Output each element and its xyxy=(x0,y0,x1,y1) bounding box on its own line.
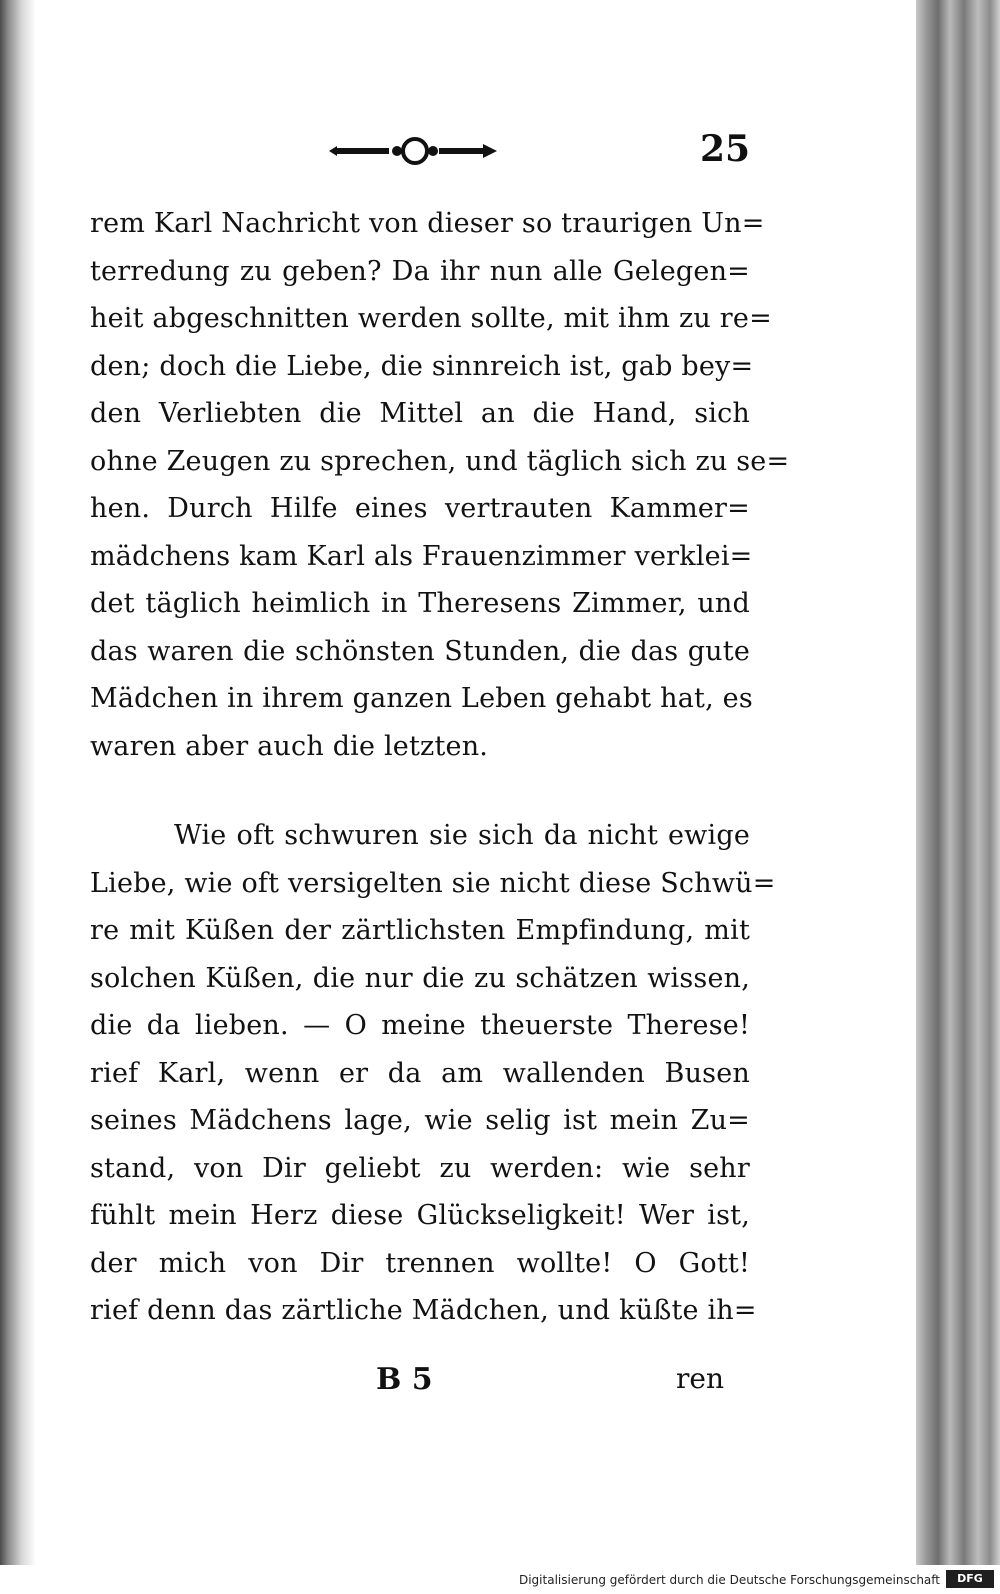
ornament-divider xyxy=(325,134,505,168)
text-line: seines Mädchens lage, wie selig ist mein Zu= xyxy=(90,1105,750,1136)
signature-mark: B 5 xyxy=(376,1362,433,1397)
text-line: terredung zu geben? Da ihr nun alle Gelegen= xyxy=(90,255,750,287)
text-line: das waren die schönsten Stunden, die das gute xyxy=(90,635,750,667)
text-line: der mich von Dir trennen wollte! O Gott! xyxy=(90,1247,750,1279)
digitization-credit: Digitalisierung gefördert durch die Deutsche Forschungsgemeinschaft xyxy=(518,1573,940,1587)
text-line: Liebe, wie oft versigelten sie nicht diese Schwü= xyxy=(90,867,776,899)
text-line: stand, von Dir geliebt zu werden: wie sehr xyxy=(90,1152,750,1184)
text-line: rief Karl, wenn er da am wallenden Busen xyxy=(90,1057,750,1089)
text-line: Mädchen in ihrem ganzen Leben gehabt hat, es xyxy=(90,683,753,714)
text-line: heit abgeschnitten werden sollte, mit ihm zu re= xyxy=(90,303,772,334)
text-line: hen. Durch Hilfe eines vertrauten Kammer= xyxy=(90,493,750,524)
body-text xyxy=(90,200,790,1335)
scan-left-shadow xyxy=(0,0,36,1565)
text-line: den; doch die Liebe, die sinnreich ist, gab bey= xyxy=(90,350,754,382)
page-stack-edge xyxy=(916,0,1000,1565)
text-line: fühlt mein Herz diese Glückseligkeit! Wer ist, xyxy=(90,1200,750,1231)
text-line: mädchens kam Karl als Frauenzimmer verklei= xyxy=(90,540,753,572)
text-line: rief denn das zärtliche Mädchen, und küßte ih= xyxy=(90,1295,757,1326)
text-line: solchen Küßen, die nur die zu schätzen wissen, xyxy=(90,962,750,994)
text-line: Wie oft schwuren sie sich da nicht ewige xyxy=(174,820,750,851)
catchword: ren xyxy=(676,1362,724,1395)
text-line: die da lieben. — O meine theuerste Therese! xyxy=(90,1010,750,1041)
text-line: re mit Küßen der zärtlichsten Empfindung, mit xyxy=(90,915,750,946)
dfg-logo: DFG xyxy=(946,1570,994,1588)
text-line: waren aber auch die letzten. xyxy=(90,730,489,762)
page-number: 25 xyxy=(700,128,751,170)
text-line: det täglich heimlich in Theresens Zimmer, und xyxy=(90,588,750,619)
text-line: den Verliebten die Mittel an die Hand, sich xyxy=(90,398,750,429)
paragraph-gap xyxy=(90,770,750,812)
text-line: rem Karl Nachricht von dieser so traurigen Un= xyxy=(90,208,765,239)
text-line: ohne Zeugen zu sprechen, und täglich sich zu se= xyxy=(90,445,790,477)
